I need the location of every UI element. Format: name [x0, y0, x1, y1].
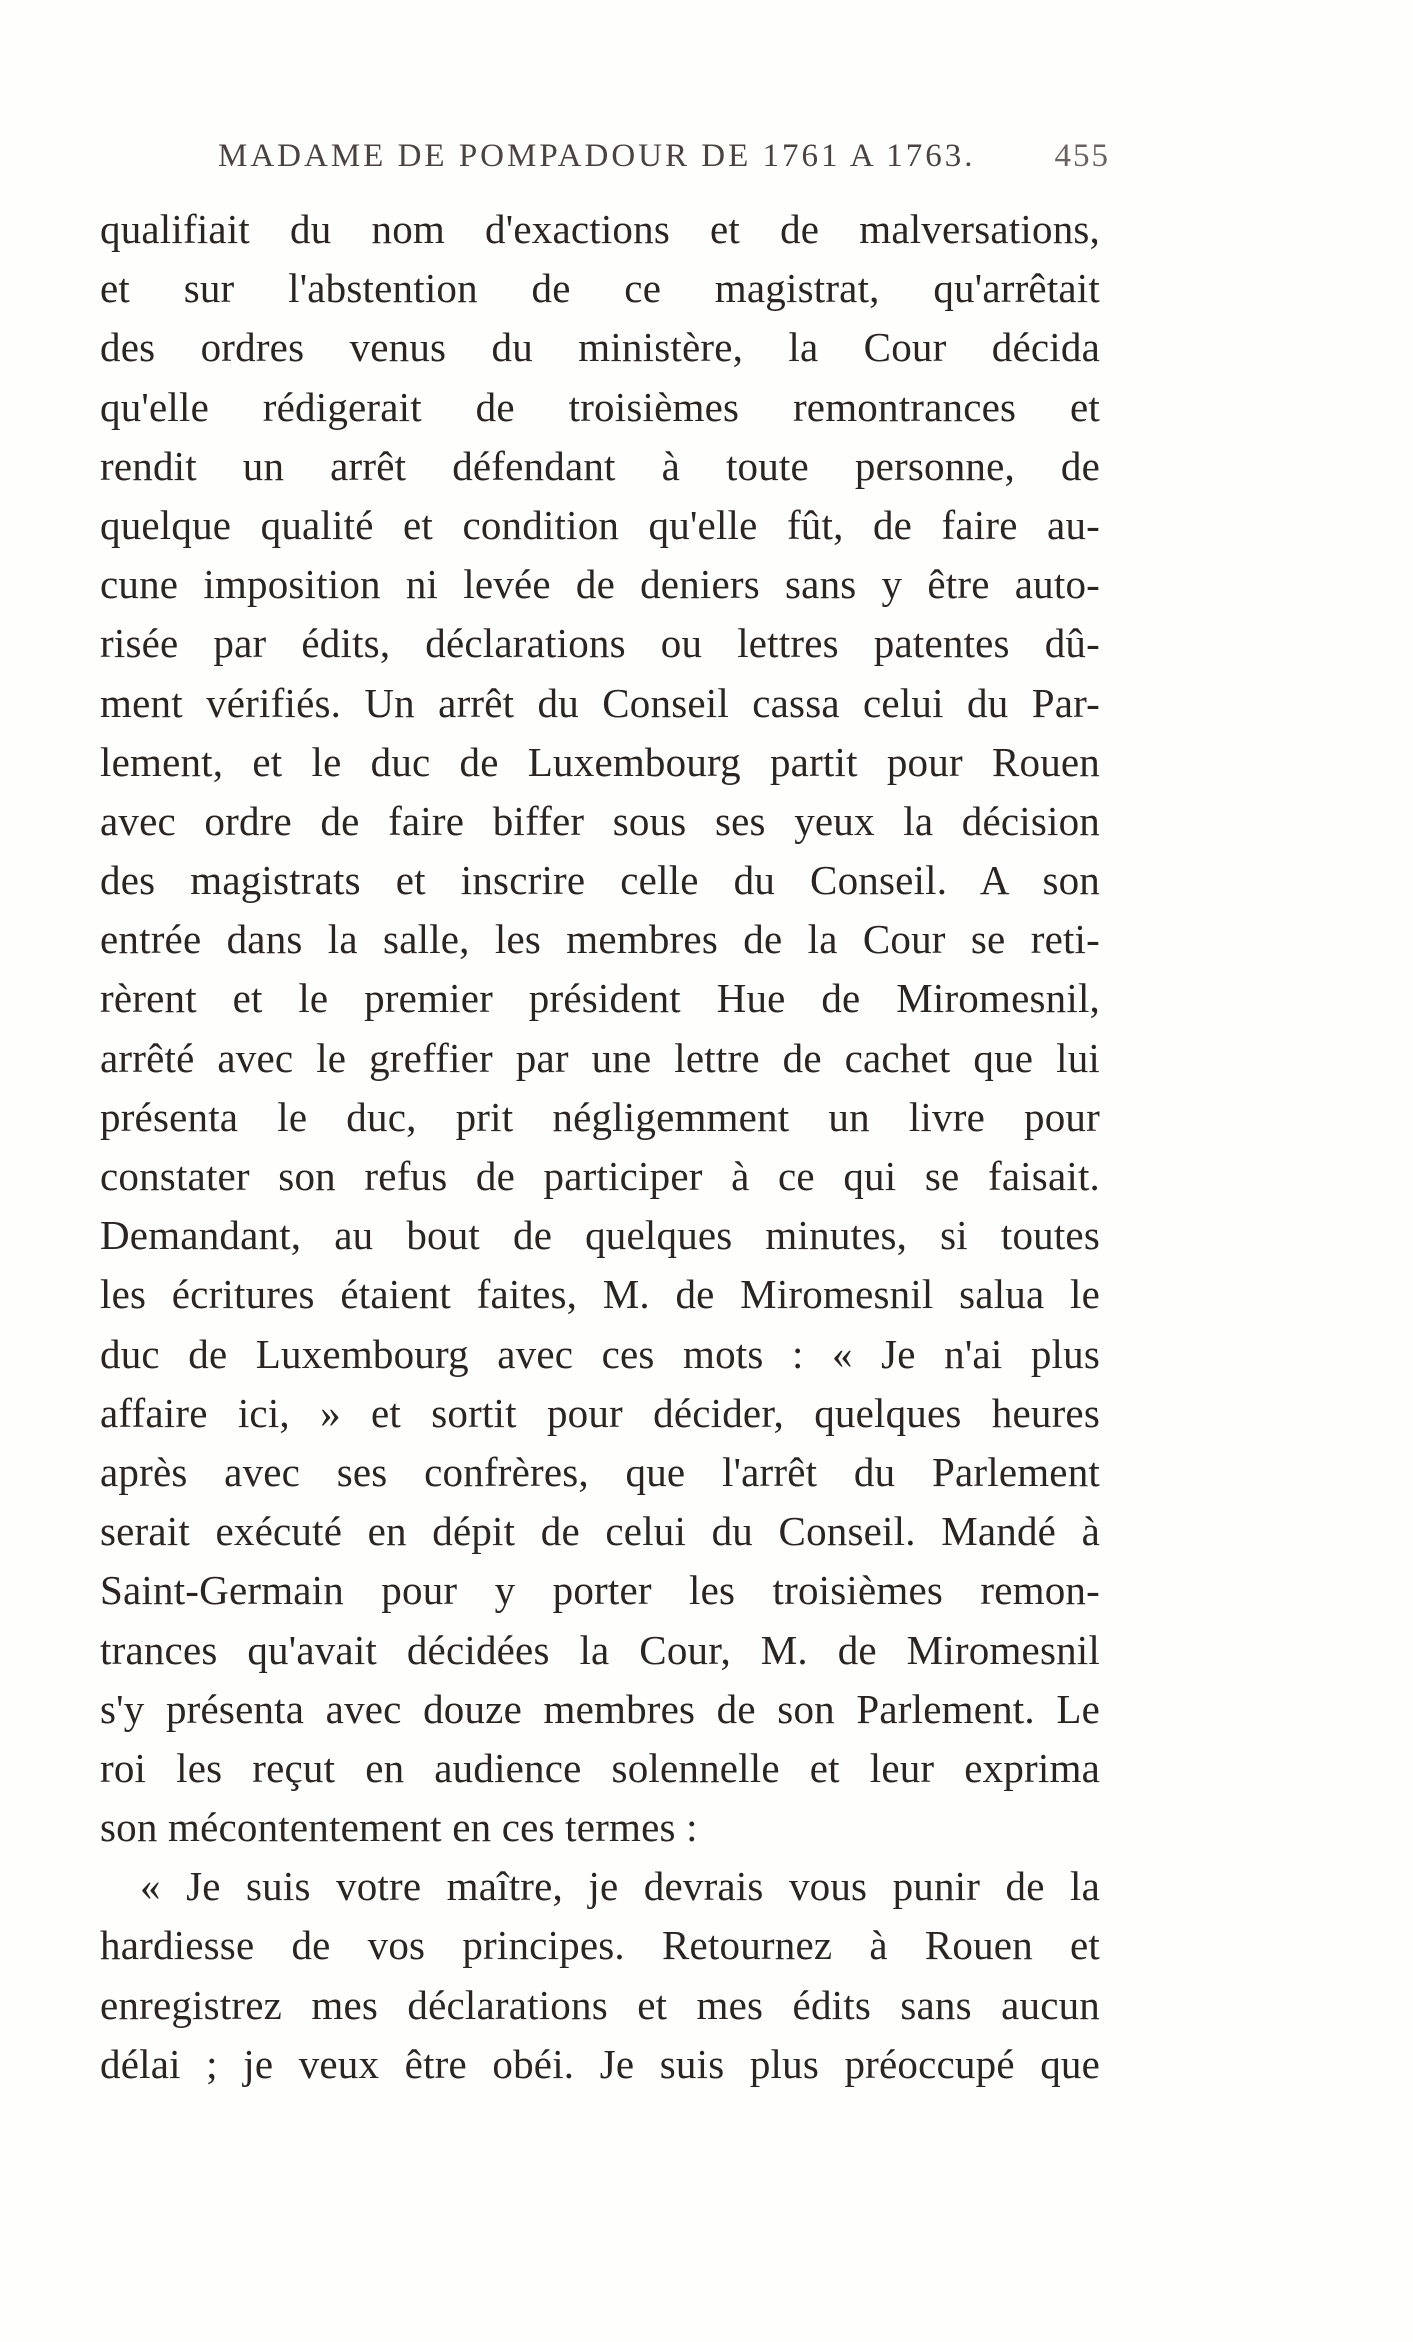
text-line: cune imposition ni levée de deniers sans y être auto- [100, 561, 1100, 608]
text-line: qualifiait du nom d'exactions et de malversations, [100, 206, 1100, 252]
text-line: enregistrez mes déclarations et mes édits sans aucun [100, 1981, 1100, 2028]
text-line: les écritures étaient faites, M. de Miromesnil salua le [100, 1271, 1100, 1318]
text-line: quelque qualité et condition qu'elle fût, de faire au- [100, 501, 1100, 548]
text-line: ment vérifiés. Un arrêt du Conseil cassa celui du Par- [100, 679, 1100, 726]
text-line: qu'elle rédigerait de troisièmes remontrances et [100, 383, 1100, 430]
text-line: présenta le duc, prit négligemment un livre pour [100, 1093, 1100, 1140]
text-line: des magistrats et inscrire celle du Conseil. A son [100, 857, 1100, 904]
text-line: Demandant, au bout de quelques minutes, si toutes [100, 1212, 1100, 1259]
text-line: risée par édits, déclarations ou lettres patentes dû- [100, 620, 1100, 667]
body-text [100, 200, 1100, 2094]
page-number: 455 [1054, 138, 1110, 174]
running-title: MADAME DE POMPADOUR DE 1761 A 1763. [218, 138, 976, 174]
text-line: rèrent et le premier président Hue de Miromesnil, [100, 975, 1100, 1022]
quote-start-line: « Je suis votre maître, je devrais vous punir de la [140, 1863, 1100, 1910]
text-line: trances qu'avait décidées la Cour, M. de Miromesnil [100, 1626, 1100, 1673]
text-line: affaire ici, » et sortit pour décider, quelques heures [100, 1389, 1100, 1436]
text-line: Saint-Germain pour y porter les troisièmes remon- [100, 1567, 1100, 1614]
running-head [100, 138, 1110, 178]
text-line: constater son refus de participer à ce qui se faisait. [100, 1153, 1100, 1199]
text-line: rendit un arrêt défendant à toute personne, de [100, 442, 1100, 489]
text-line: et sur l'abstention de ce magistrat, qu'arrêtait [100, 265, 1100, 312]
text-line: après avec ses confrères, que l'arrêt du Parlement [100, 1448, 1100, 1495]
text-line: des ordres venus du ministère, la Cour décida [100, 324, 1100, 371]
paragraph-end-line: son mécontentement en ces termes : [100, 1804, 698, 1851]
text-line: roi les reçut en audience solennelle et leur exprima [100, 1744, 1100, 1791]
text-line: hardiesse de vos principes. Retournez à Rouen et [100, 1922, 1100, 1969]
text-line: s'y présenta avec douze membres de son Parlement. Le [100, 1685, 1100, 1732]
text-line: avec ordre de faire biffer sous ses yeux la décision [100, 797, 1100, 844]
text-line: délai ; je veux être obéi. Je suis plus préoccupé que [100, 2040, 1100, 2087]
text-line: arrêté avec le greffier par une lettre de cachet que lui [100, 1034, 1100, 1081]
text-line: serait exécuté en dépit de celui du Conseil. Mandé à [100, 1508, 1100, 1555]
text-line: lement, et le duc de Luxembourg partit pour Rouen [100, 738, 1100, 785]
text-line: entrée dans la salle, les membres de la Cour se reti- [100, 916, 1100, 963]
text-line: duc de Luxembourg avec ces mots : « Je n'ai plus [100, 1330, 1100, 1377]
